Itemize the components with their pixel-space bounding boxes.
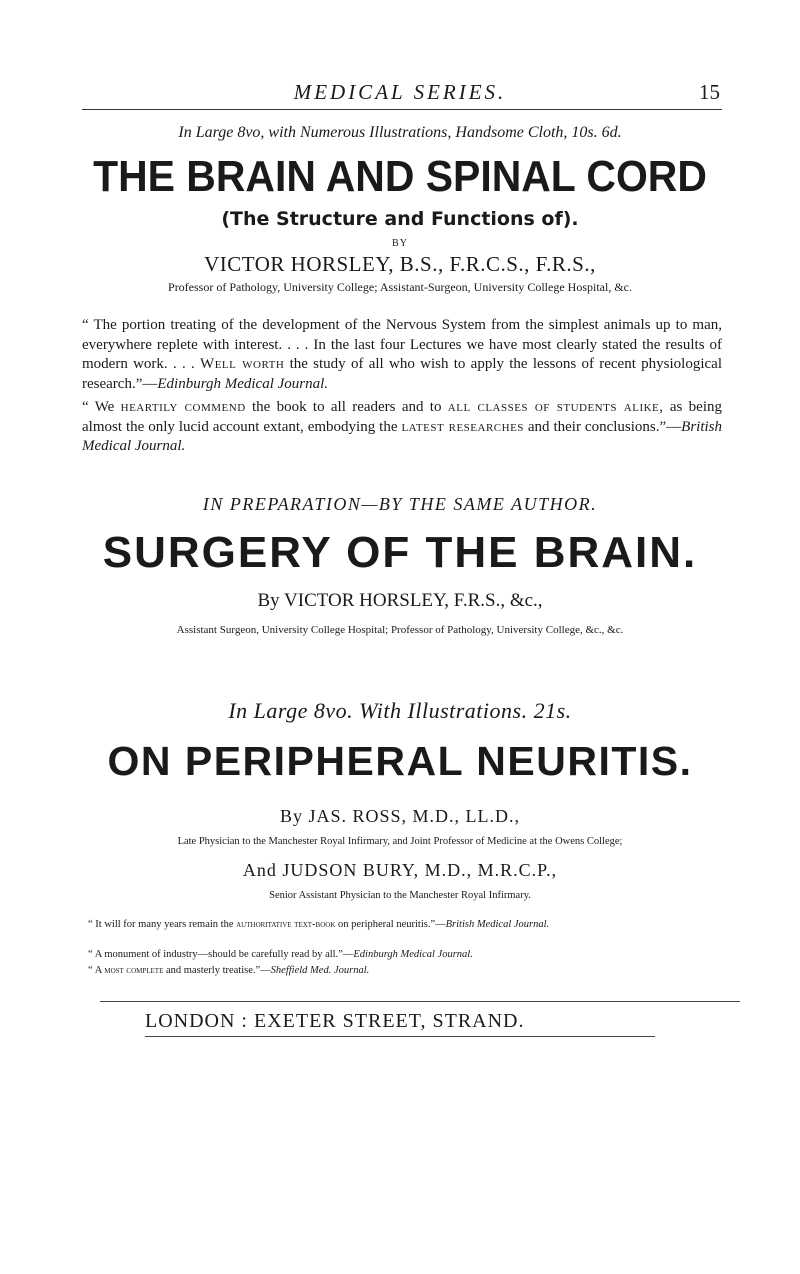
book3-affiliation-1: Late Physician to the Manchester Royal Infirmary, and Joint Professor of Medicine at the Owens College; bbox=[177, 836, 623, 847]
running-head bbox=[0, 80, 800, 110]
review-source: British Medical Journal. bbox=[82, 418, 722, 454]
book1-subtitle: (The Structure and Functions of). bbox=[221, 208, 579, 230]
book1-title: THE BRAIN AND SPINAL CORD bbox=[93, 152, 707, 201]
review-text: “ The portion treating of the development of the Nervous System from the simplest animals up to man, everywhere replete with interest. . . . In the last four Lectures we have most clearly stated the results of modern work. . . . bbox=[82, 317, 722, 372]
review-source: Edinburgh Medical Journal. bbox=[353, 949, 473, 960]
review-text: “ It will for many years remain the bbox=[88, 919, 237, 930]
review-emphasis: authoritative text-book bbox=[236, 919, 336, 930]
book1-review-2 bbox=[82, 398, 722, 457]
review-source: Sheffield Med. Journal. bbox=[270, 965, 370, 976]
imprint-rule bbox=[145, 1036, 655, 1037]
review-text: and masterly treatise.”— bbox=[163, 965, 271, 976]
review-emphasis: all classes of students alike, bbox=[447, 399, 664, 415]
book3-format: In Large 8vo. With Illustrations. 21s. bbox=[228, 698, 572, 723]
review-emphasis: most complete bbox=[104, 965, 164, 976]
review-source: Edinburgh Medical Journal. bbox=[157, 375, 329, 392]
book3-review-2 bbox=[88, 948, 728, 962]
review-text: the study of all who wish to apply the lessons of recent physiological research.”— bbox=[82, 356, 722, 392]
review-text: as being almost the only lucid account extant, embodying the bbox=[82, 399, 722, 435]
running-title: MEDICAL SERIES. bbox=[293, 80, 507, 104]
review-text: “ A bbox=[88, 965, 105, 976]
review-text: and their conclusions.”— bbox=[523, 418, 682, 435]
book1-affiliation: Professor of Pathology, University College; Assistant-Surgeon, University College Hospital, &c. bbox=[168, 280, 632, 294]
book2-author: By VICTOR HORSLEY, F.R.S., &c., bbox=[257, 590, 543, 611]
review-text: “ We bbox=[82, 399, 121, 415]
book2-affiliation: Assistant Surgeon, University College Hospital; Professor of Pathology, University College, &c., &c. bbox=[176, 624, 624, 636]
review-emphasis: heartily commend bbox=[120, 399, 246, 415]
book3-title: ON PERIPHERAL NEURITIS. bbox=[107, 738, 693, 784]
book3-review-3 bbox=[88, 964, 728, 978]
review-source: British Medical Journal. bbox=[445, 919, 550, 930]
review-text: on peripheral neuritis.”— bbox=[335, 919, 446, 930]
book2-preparation-notice: IN PREPARATION—BY THE SAME AUTHOR. bbox=[202, 494, 598, 514]
book3-author-1: By JAS. ROSS, M.D., LL.D., bbox=[279, 806, 521, 826]
book1-author: VICTOR HORSLEY, B.S., F.R.C.S., F.R.S., bbox=[204, 252, 596, 276]
book3-author-2: And JUDSON BURY, M.D., M.R.C.P., bbox=[242, 860, 558, 880]
book3-review-1 bbox=[88, 918, 728, 932]
book1-format: In Large 8vo, with Numerous Illustrations, Handsome Cloth, 10s. 6d. bbox=[178, 124, 622, 141]
review-emphasis: latest researches bbox=[401, 418, 524, 435]
book3-affiliation-2: Senior Assistant Physician to the Manchester Royal Infirmary. bbox=[269, 890, 531, 901]
review-emphasis: Well worth bbox=[200, 356, 285, 372]
book2-title: SURGERY OF THE BRAIN. bbox=[102, 528, 698, 577]
publisher-imprint: LONDON : EXETER STREET, STRAND. bbox=[145, 1010, 525, 1032]
review-text: “ A monument of industry—should be carefully read by all.”— bbox=[88, 949, 354, 960]
review-text: the book to all readers and to bbox=[245, 399, 448, 415]
header-rule bbox=[82, 109, 722, 110]
book1-review-1 bbox=[82, 316, 722, 394]
page-number: 15 bbox=[699, 80, 720, 104]
footer-rule bbox=[100, 1001, 740, 1002]
book1-by: BY bbox=[392, 238, 408, 249]
